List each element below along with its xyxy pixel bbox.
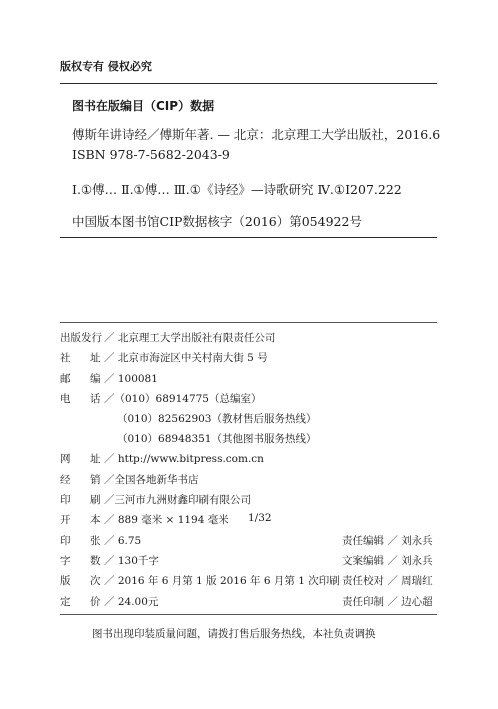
publication-top-rule [60, 322, 437, 323]
pub-label-char2: 数 [90, 555, 101, 567]
pub-row-edition [60, 573, 437, 589]
cip-line-record-number: 中国版本图书馆CIP数据核字（2016）第054922号 [72, 214, 362, 229]
pub-label-char2: 编 [90, 373, 101, 385]
pub-row-phone-3 [60, 431, 437, 447]
pub-label-char2: 本 [90, 514, 101, 526]
pub-value: ／ 100081 [104, 373, 158, 385]
pub-label-char1: 经 [60, 474, 71, 486]
pub-label-char1: 邮 [60, 373, 71, 385]
pub-responsible-editor: 责任编辑 ／ 刘永兵 [342, 535, 433, 547]
pub-value: （010）82562903（教材售后服务热线） [117, 413, 317, 425]
pub-label-char1: 电 [60, 393, 71, 405]
pub-value: ／全国各地新华书店 [104, 474, 199, 486]
pub-label-char1: 印 [60, 494, 71, 506]
quality-notice: 图书出现印装质量问题，请拨打售后服务热线，本社负责调换 [92, 628, 376, 640]
pub-row-sheets [60, 533, 437, 549]
pub-label-char1: 印 [60, 535, 71, 547]
pub-value: （010）68948351（其他图书服务热线） [117, 433, 317, 445]
pub-value: ／ 北京理工大学出版社有限责任公司 [104, 332, 276, 344]
pub-value: ／ 130千字 [104, 555, 159, 567]
pub-proofreader: 责任校对 ／ 周瑞红 [342, 575, 433, 587]
cip-bottom-rule [60, 237, 437, 238]
cip-line-subject: Ⅰ.①傅… Ⅱ.①傅… Ⅲ.①《诗经》—诗歌研究 Ⅳ.①I207.222 [72, 182, 402, 197]
pub-label-char2: 址 [90, 352, 101, 364]
pub-row-format [60, 512, 437, 528]
pub-label-char1: 字 [60, 555, 71, 567]
pub-row-postcode [60, 371, 437, 387]
pub-value: ／ 24.00元 [104, 596, 159, 608]
pub-label-char2: 张 [90, 535, 101, 547]
pub-row-website [60, 451, 437, 467]
pub-row-wordcount [60, 553, 437, 569]
pub-format-size: 1/32 [248, 512, 272, 524]
pub-value: ／ http://www.bitpress.com.cn [104, 453, 264, 465]
pub-value: ／（010）68914775（总编室） [104, 393, 262, 405]
pub-label-char2: 销 [90, 474, 101, 486]
pub-row-printer [60, 492, 437, 508]
pub-label-char1: 定 [60, 596, 71, 608]
pub-row-distributor [60, 472, 437, 488]
copyright-notice: 版权专有 侵权必究 [60, 60, 152, 73]
pub-value: ／ 889 毫米 × 1194 毫米 [104, 514, 229, 526]
pub-label-char1: 开 [60, 514, 71, 526]
pub-label-char2: 价 [90, 596, 101, 608]
pub-row-phone [60, 391, 437, 407]
pub-value: ／ 6.75 [104, 535, 142, 547]
pub-label: 出版发行 [60, 332, 102, 344]
pub-copy-editor: 文案编辑 ／ 刘永兵 [342, 555, 433, 567]
pub-label-char2: 刷 [90, 494, 101, 506]
pub-value: ／ 北京市海淀区中关村南大街 5 号 [104, 352, 268, 364]
pub-print-supervisor: 责任印制 ／ 边心超 [342, 596, 433, 608]
publication-bottom-rule [60, 614, 437, 615]
pub-label-char1: 网 [60, 453, 71, 465]
cip-line-isbn: ISBN 978-7-5682-2043-9 [72, 147, 230, 162]
pub-value: ／三河市九洲财鑫印刷有限公司 [104, 494, 251, 506]
pub-row-phone-2 [60, 411, 437, 427]
pub-row-price [60, 594, 437, 610]
cip-line-bibliographic: 傅斯年讲诗经／傅斯年著. — 北京：北京理工大学出版社，2016.6 [72, 127, 441, 142]
pub-label-char2: 址 [90, 453, 101, 465]
pub-value: ／ 2016 年 6 月第 1 版 2016 年 6 月第 1 次印刷 [104, 575, 340, 587]
cip-title: 图书在版编目（CIP）数据 [72, 99, 215, 113]
pub-label-char1: 社 [60, 352, 71, 364]
pub-row-publisher [60, 330, 437, 346]
pub-row-address [60, 350, 437, 366]
pub-label-char2: 话 [90, 393, 101, 405]
pub-label-char1: 版 [60, 575, 71, 587]
top-rule [60, 83, 437, 84]
pub-label-char2: 次 [90, 575, 101, 587]
